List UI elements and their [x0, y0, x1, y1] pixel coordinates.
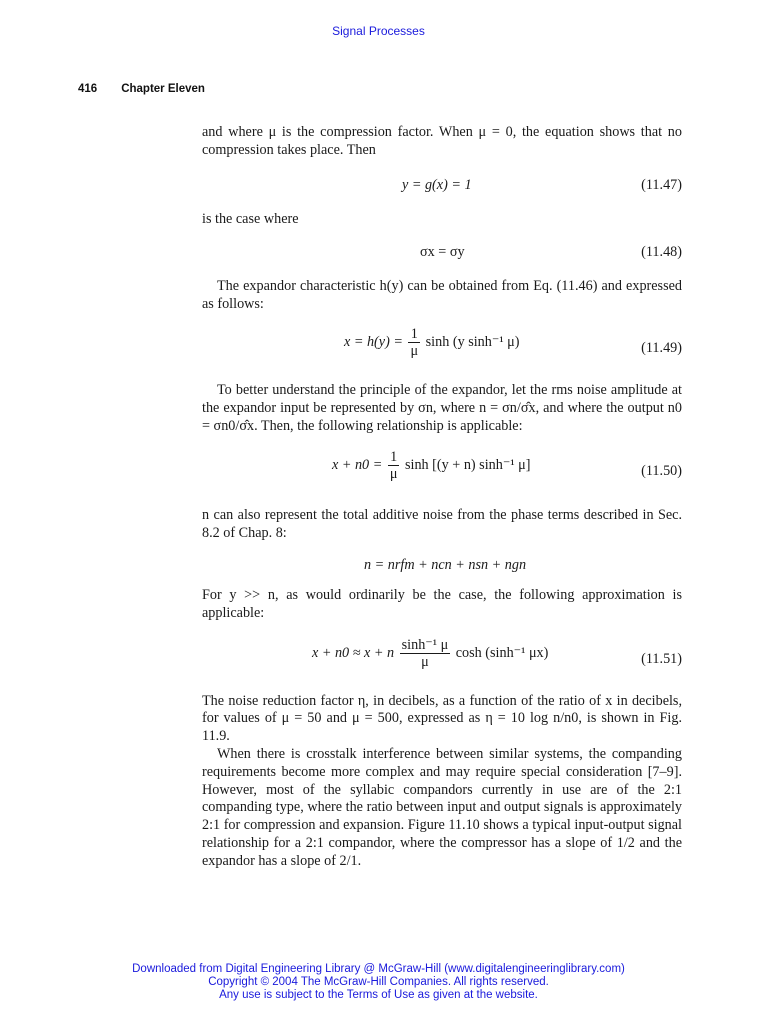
equation-11-50-fraction	[388, 449, 400, 482]
equation-11-50	[202, 449, 682, 495]
equation-11-51-fraction	[400, 637, 451, 670]
equation-11-47	[202, 177, 682, 211]
equation-11-49-rhs: sinh (y sinh⁻¹ μ)	[425, 333, 520, 350]
top-link-signal-processes[interactable]: Signal Processes	[332, 24, 425, 38]
footer-download-link[interactable]: Downloaded from Digital Engineering Library @ McGraw-Hill (www.digitalengineeringlibrary.com)	[132, 963, 625, 975]
equation-11-50-lhs: x + n0 =	[332, 457, 383, 474]
equation-11-48	[202, 244, 682, 278]
equation-11-48-math: σx = σy	[420, 244, 465, 261]
footer-terms: Any use is subject to the Terms of Use as given at the website.	[219, 989, 538, 1001]
equation-11-51-lhs: x + n0 ≈ x + n	[312, 644, 395, 661]
footer-copyright: Copyright © 2004 The McGraw-Hill Companies. All rights reserved.	[208, 976, 549, 988]
paragraph-compression-factor: and where μ is the compression factor. When μ = 0, the equation shows that no compression takes place. Then	[202, 124, 682, 158]
equation-11-49-number: (11.49)	[641, 339, 682, 356]
equation-11-51	[202, 637, 682, 683]
equation-noise-sum-math: n = nrfm + ncn + nsn + ngn	[364, 556, 527, 573]
equation-11-49	[202, 326, 682, 372]
paragraph-crosstalk: When there is crosstalk interference between similar systems, the companding requirements become more complex and may require special consideration [7–9]. However, most of the syllabic compandors currently in use are of the 2:1 companding type, where the ratio between input and output signals is approximately 2:1 for compression and expansion. Figure 11.10 shows a typical input-output signal relationship for a 2:1 compandor, where the compressor has a slope of 1/2 and the expandor has a slope of 2/1.	[202, 745, 682, 869]
equation-11-49-denominator: μ	[410, 342, 419, 359]
equation-11-50-math	[332, 449, 530, 482]
equation-11-51-math	[312, 637, 548, 670]
page-number: 416	[78, 83, 98, 95]
footer-notice	[0, 963, 757, 1002]
paragraph-case-where: is the case where	[202, 210, 299, 227]
equation-11-50-rhs: sinh [(y + n) sinh⁻¹ μ]	[404, 457, 531, 474]
equation-11-50-denominator: μ	[389, 466, 398, 483]
equation-11-50-number: (11.50)	[641, 463, 682, 480]
equation-11-49-math	[344, 326, 519, 359]
paragraph-expandor-characteristic: The expandor characteristic h(y) can be obtained from Eq. (11.46) and expressed as follows:	[202, 278, 682, 313]
equation-11-51-denominator: μ	[421, 653, 429, 670]
page-body	[202, 124, 682, 871]
equation-11-51-numerator: sinh⁻¹ μ	[401, 636, 449, 653]
paragraph-expandor-principle: To better understand the principle of the expandor, let the rms noise amplitude at the expandor input be represented by σn, where n = σn/σ̂x, and where the output n0 = σn0/σ̂x. Then, the following relationship is applicable:	[202, 381, 682, 434]
running-head	[78, 83, 205, 95]
equation-noise-sum	[202, 557, 682, 587]
equation-11-47-math: y = g(x) = 1	[402, 176, 472, 193]
equation-11-49-fraction	[408, 326, 420, 359]
equation-11-49-numerator: 1	[408, 326, 420, 343]
equation-11-51-number: (11.51)	[641, 650, 682, 667]
equation-11-49-lhs: x = h(y) =	[344, 333, 403, 350]
equation-11-51-rhs: cosh (sinh⁻¹ μx)	[455, 644, 549, 661]
equation-11-48-number: (11.48)	[641, 244, 682, 261]
paragraph-noise-reduction: The noise reduction factor η, in decibels, as a function of the ratio of x in decibels, for values of μ = 50 and μ = 500, expressed as η = 10 log n/n0, is shown in Fig. 11.9.	[202, 692, 682, 745]
chapter-title: Chapter Eleven	[121, 83, 205, 95]
equation-11-50-numerator: 1	[388, 449, 400, 466]
equation-11-47-number: (11.47)	[641, 176, 682, 193]
paragraph-additive-noise: n can also represent the total additive noise from the phase terms described in Sec. 8.2 of Chap. 8:	[202, 507, 682, 542]
paragraph-approximation: For y >> n, as would ordinarily be the case, the following approximation is applicable:	[202, 586, 682, 621]
